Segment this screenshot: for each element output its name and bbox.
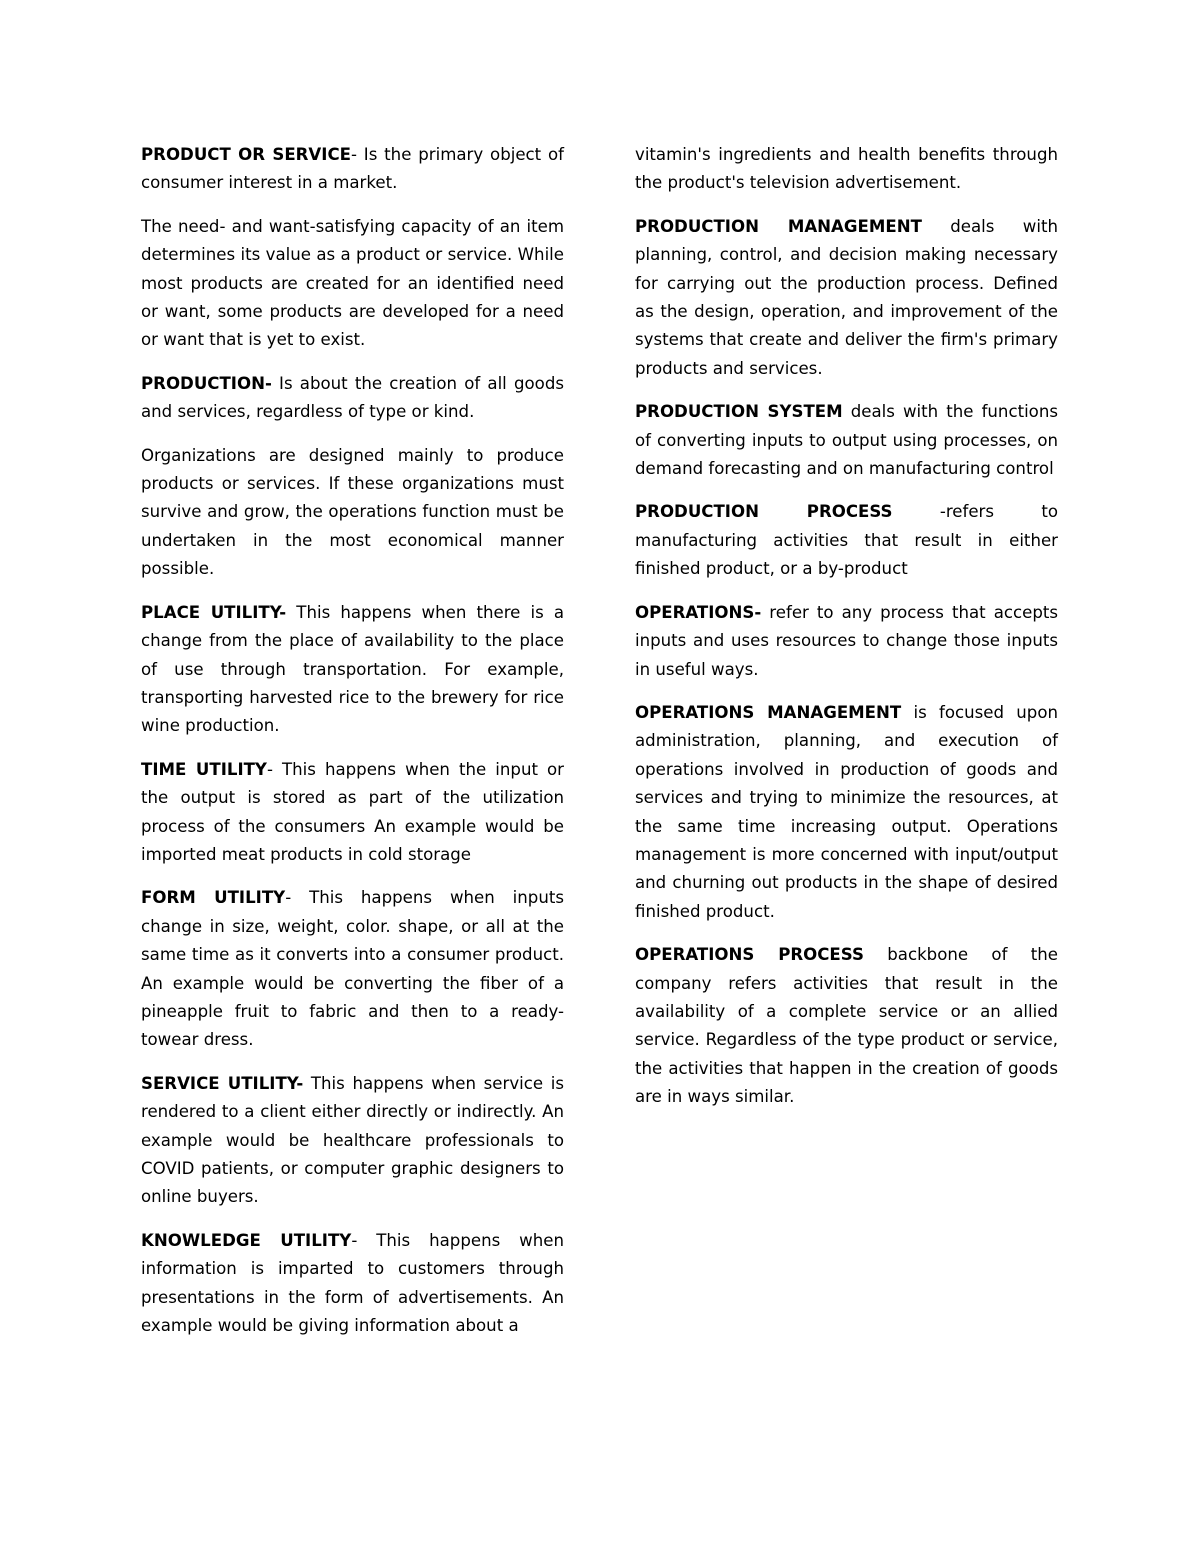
paragraph-production bbox=[141, 370, 564, 427]
paragraph-time-utility bbox=[141, 756, 564, 870]
definition-text: - This happens when the input or the output is stored as part of the utilization process of the consumers An example would be imported meat products in cold storage bbox=[141, 759, 564, 864]
term-service-utility: SERVICE UTILITY- bbox=[141, 1073, 304, 1093]
definition-text: -refers to manufacturing activities that result in either finished product, or a by-product bbox=[635, 502, 1059, 579]
paragraph-form-utility bbox=[141, 884, 564, 1054]
term-knowledge-utility: KNOWLEDGE UTILITY bbox=[141, 1230, 352, 1250]
paragraph-service-utility bbox=[141, 1070, 564, 1212]
definition-text: - This happens when information is imparted to customers through presentations in the form of advertisements. An example would be giving information about a bbox=[141, 1230, 564, 1336]
term-production: PRODUCTION- bbox=[141, 373, 272, 393]
paragraph-operations bbox=[635, 599, 1058, 684]
paragraph-knowledge-utility bbox=[141, 1227, 564, 1341]
paragraph-place-utility bbox=[141, 599, 564, 741]
term-operations-management: OPERATIONS MANAGEMENT bbox=[635, 702, 902, 722]
paragraph-organizations bbox=[141, 442, 564, 584]
paragraph-knowledge-continued bbox=[635, 141, 1058, 198]
paragraph-production-system bbox=[635, 398, 1058, 483]
term-production-process: PRODUCTION PROCESS bbox=[635, 502, 893, 522]
paragraph-operations-process bbox=[635, 941, 1058, 1111]
paragraph-text: Organizations are designed mainly to produce products or services. If these organizations must survive and grow, the operations function must be undertaken in the most economical manner possible. bbox=[141, 445, 564, 579]
definition-text: refer to any process that accepts inputs and uses resources to change those inputs in useful ways. bbox=[635, 602, 1058, 679]
definition-text: deals with planning, control, and decision making necessary for carrying out the production process. Defined as the design, operation, and improvement of the systems that create and deliver the firm's primary products and services. bbox=[635, 216, 1058, 378]
paragraph-operations-management bbox=[635, 699, 1058, 926]
definition-text: - Is the primary object of consumer interest in a market. bbox=[141, 145, 565, 193]
paragraph-production-management bbox=[635, 213, 1058, 383]
term-operations: OPERATIONS- bbox=[635, 602, 762, 622]
right-column bbox=[635, 141, 1058, 1127]
term-product-or-service: PRODUCT OR SERVICE bbox=[141, 145, 351, 164]
definition-text: is focused upon administration, planning, and execution of operations involved in production of goods and services and trying to minimize the resources, at the same time increasing output. Operations management is more concerned with input/output and churning out products in the shape of desired finished product. bbox=[635, 702, 1058, 921]
term-place-utility: PLACE UTILITY- bbox=[141, 602, 287, 622]
definition-text: deals with the functions of converting inputs to output using processes, on demand forecasting and on manufacturing control bbox=[635, 402, 1058, 479]
term-production-management: PRODUCTION MANAGEMENT bbox=[635, 216, 922, 236]
paragraph-text: The need- and want-satisfying capacity of an item determines its value as a product or service. While most products are created for an identified need or want, some products are developed for a need or want that is yet to exist. bbox=[141, 216, 564, 350]
paragraph-product-or-service bbox=[141, 141, 564, 198]
term-form-utility: FORM UTILITY bbox=[141, 888, 286, 908]
term-production-system: PRODUCTION SYSTEM bbox=[635, 402, 843, 422]
definition-text: This happens when service is rendered to a client either directly or indirectly. An example would be healthcare professionals to COVID patients, or computer graphic designers to online buyers. bbox=[141, 1073, 565, 1207]
definition-text: backbone of the company refers activities that result in the availability of a complete service or an allied service. Regardless of the type product or service, the activities that happen in the creation of goods are in ways similar. bbox=[635, 945, 1058, 1107]
paragraph-production-process bbox=[635, 498, 1058, 583]
term-time-utility: TIME UTILITY bbox=[141, 759, 267, 779]
left-column bbox=[141, 141, 564, 1355]
definition-text: Is about the creation of all goods and services, regardless of type or kind. bbox=[141, 373, 564, 422]
paragraph-need-want bbox=[141, 213, 564, 355]
definition-text: This happens when there is a change from the place of availability to the place of use through transportation. For example, transporting harvested rice to the brewery for rice wine production. bbox=[141, 602, 564, 736]
paragraph-text: vitamin's ingredients and health benefits through the product's television advertisement. bbox=[635, 145, 1058, 193]
term-operations-process: OPERATIONS PROCESS bbox=[635, 945, 864, 965]
definition-text: - This happens when inputs change in size, weight, color. shape, or all at the same time as it converts into a consumer product. An example would be converting the fiber of a pineapple fruit to fabric and then to a ready- towear dress. bbox=[141, 888, 565, 1050]
